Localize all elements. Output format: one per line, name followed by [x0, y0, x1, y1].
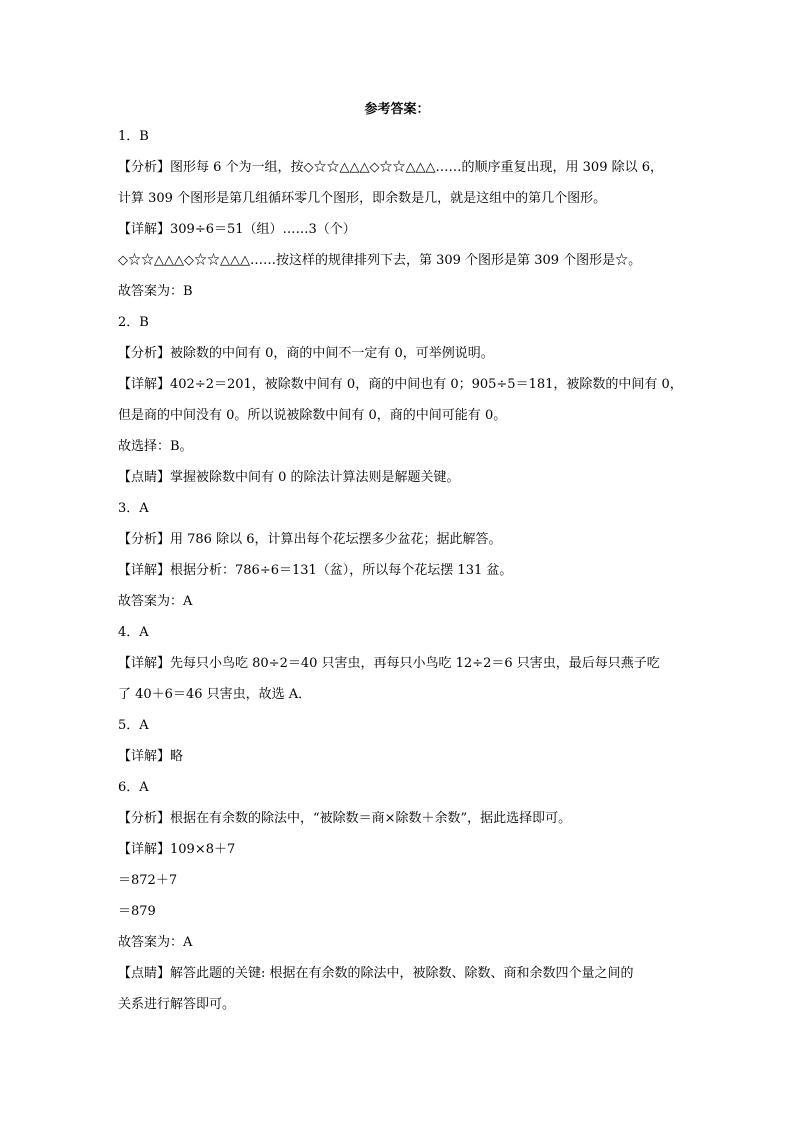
text-line: ＝879	[118, 904, 156, 919]
text-line: 【点睛】解答此题的关键: 根据在有余数的除法中，被除数、除数、商和余数四个量之间的	[118, 966, 634, 981]
text-line: 【详解】根据分析：786÷6＝131（盆），所以每个花坛摆 131 盆。	[118, 563, 513, 578]
text-line: 【详解】402÷2＝201，被除数中间有 0，商的中间也有 0；905÷5＝181，被除数的中间有 0，	[118, 377, 683, 392]
text-line: 故答案为：A	[118, 594, 193, 609]
text-line: 故选择：B。	[118, 439, 193, 454]
text-line: 计算 309 个图形是第几组循环零几个图形，即余数是几，就是这组中的第几个图形。	[118, 191, 607, 206]
text-line: 3．A	[118, 501, 149, 516]
text-line: 5．A	[118, 718, 149, 733]
text-line: 故答案为：A	[118, 935, 193, 950]
text-line: 故答案为：B	[118, 284, 193, 299]
answer-content	[118, 121, 688, 1020]
text-line: 【详解】先每只小鸟吃 80÷2＝40 只害虫，再每只小鸟吃 12÷2＝6 只害虫，最后每只燕子吃	[118, 656, 660, 671]
text-line: 1．B	[118, 129, 149, 144]
text-line: 关系进行解答即可。	[118, 997, 236, 1012]
text-line: 【分析】被除数的中间有 0，商的中间不一定有 0，可举例说明。	[118, 346, 494, 361]
text-line: 【分析】根据在有余数的除法中，“被除数＝商×除数＋余数”，据此选择即可。	[118, 811, 572, 826]
text-line: 【分析】图形每 6 个为一组，按◇☆☆△△△◇☆☆△△△……的顺序重复出现，用 309 除以 6，	[118, 160, 663, 175]
text-line: 【点睛】掌握被除数中间有 0 的除法计算法则是解题关键。	[118, 470, 460, 485]
text-line: ◇☆☆△△△◇☆☆△△△……按这样的规律排列下去，第 309 个图形是第 309 个图形是☆。	[118, 253, 642, 268]
text-line: 【详解】309÷6＝51（组）……3（个）	[118, 222, 356, 237]
text-line: ＝872＋7	[118, 873, 178, 888]
text-line: 【详解】略	[118, 749, 184, 764]
text-line: 但是商的中间没有 0。所以说被除数中间有 0，商的中间可能有 0。	[118, 408, 507, 423]
text-line: 了 40＋6＝46 只害虫，故选 A．	[118, 687, 312, 702]
text-line: 【详解】109×8＋7	[118, 842, 236, 857]
text-line: 2．B	[118, 315, 149, 330]
text-line: 6．A	[118, 780, 149, 795]
page-title: 参考答案：	[364, 102, 430, 117]
text-line: 【分析】用 786 除以 6，计算出每个花坛摆多少盆花；据此解答。	[118, 532, 502, 547]
text-line: 4．A	[118, 625, 149, 640]
